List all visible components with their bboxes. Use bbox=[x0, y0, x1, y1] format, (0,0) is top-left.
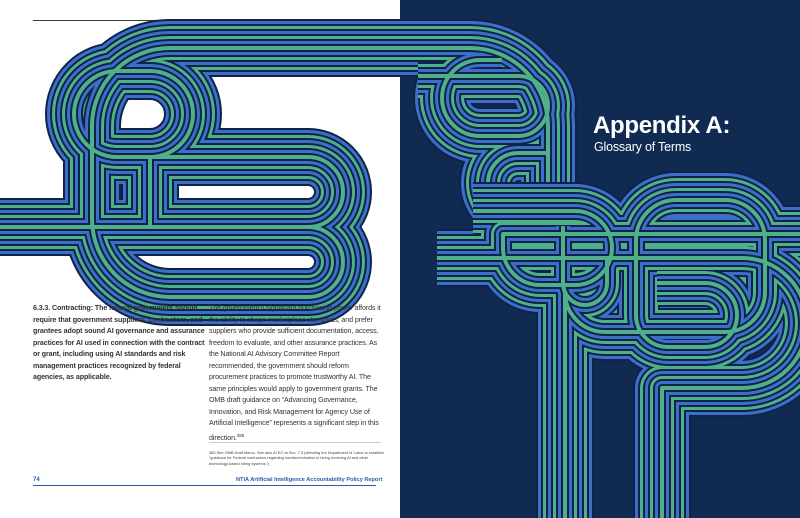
body-paragraph bbox=[209, 303, 381, 444]
footer-title: NTIA Artificial Intelligence Accountability Policy Report bbox=[236, 477, 383, 483]
recommendation-callout: 6.3.3. Contracting: The federal government should require that government suppliers, contractors, and grantees adopt sound AI governance and assurance practices for AI used in connection with the contract or grant, including using AI standards and risk management practices recognized by federal agencies, as applicable. bbox=[33, 304, 205, 381]
page-number: 74 bbox=[33, 477, 40, 483]
body-paragraph-text: The government’s significant purchasing power affords it the ability to shape marketplace standards, and prefer suppliers who provide sufficient documentation, access, freedom to evaluate, and other assurance practices. As the National AI Advisory Committee Report recommended, the government should reform procurement practices to promote trustworthy AI. The same principles would apply to government grants. The OMB draft guidance on “Advancing Governance, Innovation, and Risk Management for Agency Use of Artificial Intelligence” represents a significant step in this direction. bbox=[209, 304, 381, 442]
footnote: 385 See OMB Draft Memo. See also AI EO at Sec. 7.3 (directing the Department of Labor to establish “guidance for Federal contractors regarding nondiscrimination in hiring involving AI and other technology-based hiring systems.”) bbox=[209, 450, 385, 466]
appendix-subtitle: Glossary of Terms bbox=[594, 140, 692, 154]
appendix-title: Appendix A: bbox=[593, 112, 731, 139]
footer-rule bbox=[33, 485, 376, 486]
footnote-reference: 385 bbox=[236, 432, 245, 438]
footnote-rule bbox=[209, 442, 381, 443]
